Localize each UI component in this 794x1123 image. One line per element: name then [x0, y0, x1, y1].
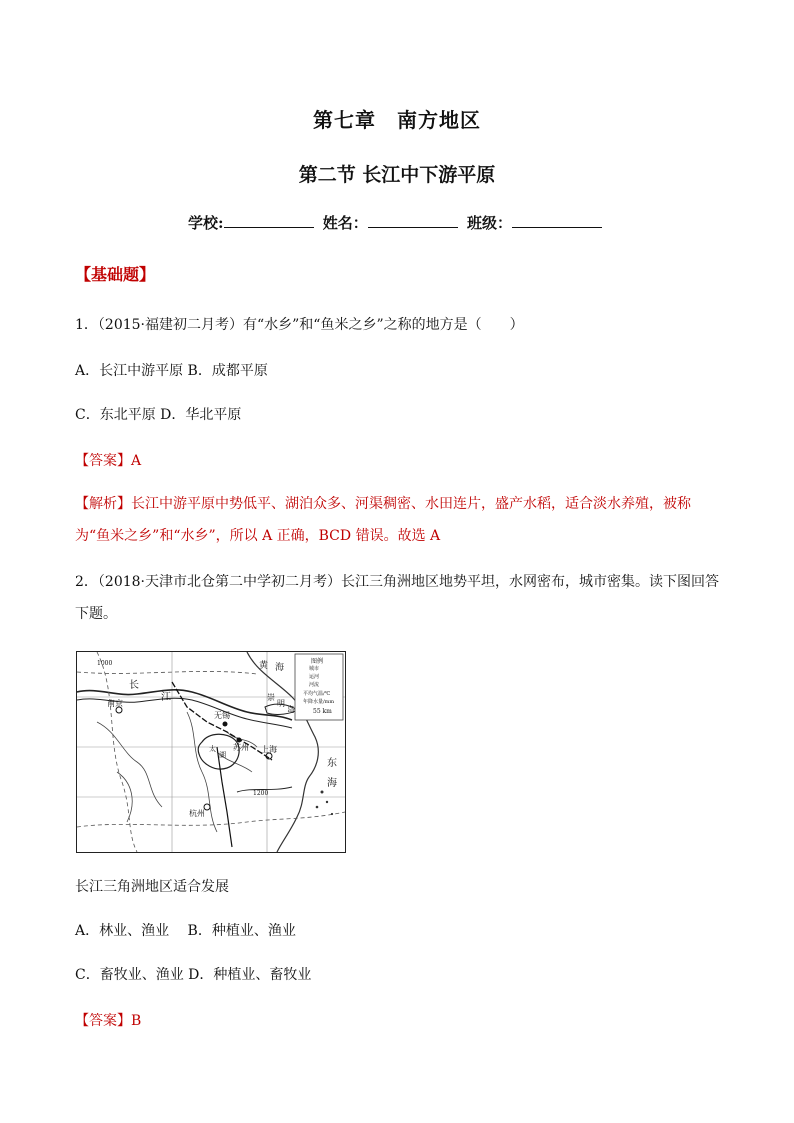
q2-stem: 2．（2018·天津市北仓第二中学初二月考）长江三角洲地区地势平坦，水网密布，城市密集。读下图回答下题。	[75, 574, 719, 622]
map-label-1200: 1200	[253, 790, 269, 797]
section-title: 第二节 长江中下游平原	[298, 164, 496, 186]
q2-answer	[75, 1010, 141, 1030]
map-label-nanjing: 南京	[107, 699, 123, 708]
q1-options-cd: C．东北平原 D．华北平原	[75, 407, 242, 423]
name-label: 姓名：	[322, 214, 368, 232]
legend-item-temperature: 平均气温/℃	[303, 691, 331, 697]
map-label-wuxi: 无锡	[214, 711, 230, 720]
map-label-hu: 湖	[219, 751, 226, 759]
legend-item-canal: 运河	[309, 674, 320, 680]
q1-analysis	[75, 488, 725, 552]
yangtze-delta-map	[76, 651, 346, 853]
q2-options-ab: A．林业、渔业 B．种植业、渔业	[75, 923, 296, 939]
map-label-jiang: 江	[161, 692, 171, 703]
q2-options-cd: C．畜牧业、渔业 D．种植业、畜牧业	[75, 967, 312, 983]
q1-analysis-label: 【解析】	[75, 496, 131, 512]
name-blank[interactable]	[368, 213, 458, 228]
map-label-suzhou: 苏州	[233, 743, 249, 752]
class-blank[interactable]	[512, 213, 602, 228]
map-label-hai-1: 海	[275, 663, 285, 673]
q1-answer	[75, 450, 141, 470]
student-info-line	[0, 212, 794, 233]
legend-item-precipitation: 年降水量/mm	[303, 699, 335, 705]
map-label-chang: 长	[129, 680, 139, 691]
scale-label: 55 km	[313, 708, 332, 715]
q1-answer-label: 【答案】	[75, 453, 131, 469]
legend-title: 图例	[311, 658, 324, 665]
legend-item-river: 河流	[309, 682, 320, 688]
q1-answer-value: A	[131, 453, 142, 469]
map-label-dong: 东	[327, 758, 337, 769]
school-blank[interactable]	[224, 213, 314, 228]
q1-stem: 1．（2015·福建初二月考）有“水乡”和“鱼米之乡”之称的地方是（ ）	[75, 317, 524, 333]
map-label-hangzhou: 杭州	[189, 809, 205, 818]
section-heading-basic: 【基础题】	[75, 265, 156, 284]
map-label-huang: 黄	[259, 661, 269, 671]
class-label: 班级：	[467, 214, 513, 232]
q2-answer-value: B	[131, 1013, 142, 1029]
map-label-shanghai: 上海	[261, 745, 277, 754]
map-label-1000: 1000	[97, 660, 113, 667]
q1-options-ab: A．长江中游平原 B．成都平原	[75, 363, 268, 379]
school-label: 学校:	[187, 214, 224, 232]
legend-item-city: 城市	[309, 666, 320, 672]
q2-sub-question: 长江三角洲地区适合发展	[75, 879, 229, 895]
chapter-title: 第七章 南方地区	[313, 108, 481, 132]
map-label-ming: 明	[277, 699, 285, 708]
q1-analysis-text: 长江中游平原中势低平、湖泊众多、河渠稠密、水田连片，盛产水稻，适合淡水养殖，被称为“鱼米之乡”和“水乡”，所以 A 正确，BCD 错误。故选 A	[75, 496, 691, 544]
map-label-chong: 崇	[267, 693, 275, 702]
q2-answer-label: 【答案】	[75, 1013, 131, 1029]
map-label-tai: 太	[209, 745, 216, 753]
map-label-dao: 岛	[287, 705, 295, 714]
map-label-hai-2: 海	[327, 778, 337, 789]
